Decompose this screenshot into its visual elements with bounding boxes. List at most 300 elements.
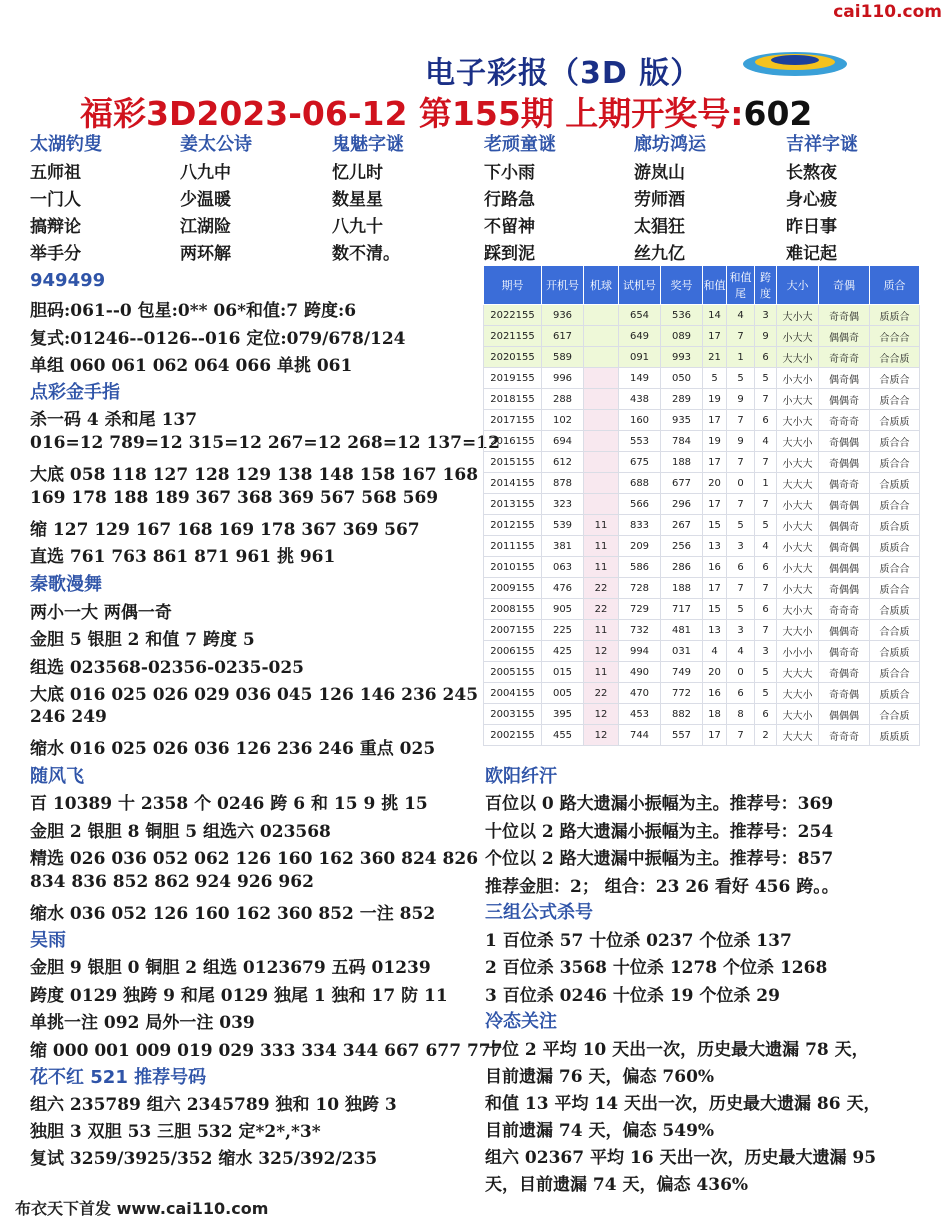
- table-cell: 13: [703, 536, 727, 557]
- table-cell: 2002155: [484, 725, 542, 746]
- table-cell: 649: [619, 326, 661, 347]
- text-line: 金胆 5 银胆 2 和值 7 跨度 5: [30, 630, 255, 650]
- riddle-cell: 身心疲: [786, 190, 837, 210]
- table-cell: 031: [661, 641, 703, 662]
- table-cell: 553: [619, 431, 661, 452]
- table-cell: 5: [755, 683, 777, 704]
- table-cell: 小小小: [777, 641, 819, 662]
- table-row: [484, 536, 920, 557]
- table-header-row: [484, 266, 920, 305]
- table-cell: 小大大: [777, 536, 819, 557]
- table-cell: 合合质: [870, 704, 920, 725]
- table-cell: [584, 389, 619, 410]
- table-cell: 5: [755, 515, 777, 536]
- table-cell: 奇奇奇: [819, 599, 870, 620]
- text-line: 169 178 188 189 367 368 369 567 568 569: [30, 488, 439, 508]
- section-title-949499: 949499: [30, 270, 106, 291]
- riddle-head: 老顽童谜: [484, 134, 556, 155]
- table-cell: 12: [584, 641, 619, 662]
- table-cell: 偶偶偶: [819, 557, 870, 578]
- table-cell: 偶奇奇: [819, 641, 870, 662]
- table-cell: 4: [703, 641, 727, 662]
- text-line: 组六 235789 组六 2345789 独和 10 独跨 3: [30, 1095, 397, 1115]
- table-cell: 993: [661, 347, 703, 368]
- section-title-wuyu: 吴雨: [30, 930, 66, 951]
- table-cell: 2021155: [484, 326, 542, 347]
- table-cell: 质质合: [870, 305, 920, 326]
- table-cell: 合质质: [870, 641, 920, 662]
- table-cell: 225: [542, 620, 584, 641]
- table-cell: 质合合: [870, 662, 920, 683]
- text-line: 金胆 9 银胆 0 铜胆 2 组选 0123679 五码 01239: [30, 958, 431, 978]
- riddle-cell: 江湖险: [180, 217, 231, 237]
- table-cell: 438: [619, 389, 661, 410]
- table-cell: 17: [703, 494, 727, 515]
- table-cell: 286: [661, 557, 703, 578]
- table-cell: 8: [727, 704, 755, 725]
- text-line: 独胆 3 双胆 53 三胆 532 定*2*,*3*: [30, 1122, 321, 1142]
- table-cell: 6: [755, 599, 777, 620]
- table-cell: 9: [727, 431, 755, 452]
- table-cell: [584, 452, 619, 473]
- table-cell: 1: [727, 347, 755, 368]
- table-cell: 小大大: [777, 389, 819, 410]
- table-cell: 6: [755, 347, 777, 368]
- text-line: 目前遗漏 76 天，偏态 760%: [485, 1067, 715, 1087]
- table-cell: 2018155: [484, 389, 542, 410]
- table-cell: 4: [755, 536, 777, 557]
- table-row: [484, 452, 920, 473]
- table-cell: 7: [727, 725, 755, 746]
- header-cell-size: 大小: [777, 266, 819, 305]
- text-line: 缩水 016 025 026 036 126 236 246 重点 025: [30, 739, 436, 759]
- table-cell: 2009155: [484, 578, 542, 599]
- table-cell: 586: [619, 557, 661, 578]
- table-cell: 质合合: [870, 557, 920, 578]
- table-cell: 7: [755, 389, 777, 410]
- table-cell: 395: [542, 704, 584, 725]
- table-cell: 935: [661, 410, 703, 431]
- table-cell: 2007155: [484, 620, 542, 641]
- table-cell: 质合质: [870, 515, 920, 536]
- table-cell: 19: [703, 431, 727, 452]
- section-title-suifengfei: 随风飞: [30, 766, 84, 787]
- table-body: [484, 305, 920, 746]
- riddle-cell: 忆儿时: [332, 163, 383, 183]
- riddle-cell: 不留神: [484, 217, 535, 237]
- table-cell: 17: [703, 410, 727, 431]
- table-cell: 2010155: [484, 557, 542, 578]
- table-cell: 奇偶偶: [819, 452, 870, 473]
- riddle-head: 太湖钓叟: [30, 134, 102, 155]
- text-line: 胆码:061--0 包星:0** 06*和值:7 跨度:6: [30, 301, 357, 321]
- text-line: 复式:01246--0126--016 定位:079/678/124: [30, 329, 406, 349]
- table-row: [484, 704, 920, 725]
- text-line: 杀一码 4 杀和尾 137: [30, 410, 198, 430]
- table-cell: 质合合: [870, 431, 920, 452]
- table-row: [484, 662, 920, 683]
- table-cell: 7: [727, 494, 755, 515]
- table-cell: 160: [619, 410, 661, 431]
- table-cell: 合质质: [870, 599, 920, 620]
- last-draw-number: 602: [743, 94, 813, 133]
- table-cell: 合合质: [870, 620, 920, 641]
- table-cell: 470: [619, 683, 661, 704]
- table-cell: 偶奇偶: [819, 536, 870, 557]
- header-cell-sum: 和值: [703, 266, 727, 305]
- table-cell: 21: [703, 347, 727, 368]
- table-cell: 2005155: [484, 662, 542, 683]
- riddle-cell: 搞辩论: [30, 217, 81, 237]
- table-cell: 905: [542, 599, 584, 620]
- table-cell: 大大大: [777, 662, 819, 683]
- header-cell-machine: 机球: [584, 266, 619, 305]
- table-cell: 16: [703, 683, 727, 704]
- table-cell: 536: [661, 305, 703, 326]
- table-cell: 566: [619, 494, 661, 515]
- text-line: 单挑一注 092 局外一注 039: [30, 1013, 255, 1033]
- table-cell: [584, 368, 619, 389]
- text-line: 缩 127 129 167 168 169 178 367 369 567: [30, 520, 420, 540]
- table-cell: 合质质: [870, 410, 920, 431]
- table-cell: 7: [727, 410, 755, 431]
- table-cell: 2013155: [484, 494, 542, 515]
- table-cell: 2: [755, 725, 777, 746]
- table-row: [484, 494, 920, 515]
- table-cell: 6: [755, 557, 777, 578]
- text-line: 个位以 2 路大遗漏中振幅为主。推荐号：857: [485, 849, 834, 869]
- table-cell: 188: [661, 452, 703, 473]
- page-header: 电子彩报（3D 版）: [425, 56, 702, 91]
- table-cell: 1: [755, 473, 777, 494]
- text-line: 推荐金胆：2； 组合：23 26 看好 456 跨。。: [485, 877, 839, 897]
- history-table: [483, 265, 920, 746]
- riddle-cell: 劳师酒: [634, 190, 685, 210]
- table-cell: 654: [619, 305, 661, 326]
- table-cell: 11: [584, 536, 619, 557]
- table-cell: [584, 494, 619, 515]
- table-cell: 936: [542, 305, 584, 326]
- table-cell: 奇奇偶: [819, 683, 870, 704]
- table-cell: 7: [755, 494, 777, 515]
- table-cell: 2020155: [484, 347, 542, 368]
- table-cell: 奇奇奇: [819, 347, 870, 368]
- text-line: 金胆 2 银胆 8 铜胆 5 组选六 023568: [30, 822, 331, 842]
- text-line: 目前遗漏 74 天，偏态 549%: [485, 1121, 715, 1141]
- table-cell: 22: [584, 578, 619, 599]
- section-title-huaburhong: 花不红 521 推荐号码: [30, 1067, 207, 1088]
- table-cell: 大大小: [777, 431, 819, 452]
- table-cell: 6: [727, 683, 755, 704]
- riddle-cell: 丝九亿: [634, 244, 685, 264]
- text-line: 1 百位杀 57 十位杀 0237 个位杀 137: [485, 931, 792, 951]
- text-line: 十位以 2 路大遗漏小振幅为主。推荐号：254: [485, 822, 834, 842]
- table-cell: 大大小: [777, 620, 819, 641]
- table-cell: [584, 326, 619, 347]
- table-cell: 256: [661, 536, 703, 557]
- table-cell: 677: [661, 473, 703, 494]
- table-row: [484, 599, 920, 620]
- table-cell: 偶奇偶: [819, 494, 870, 515]
- footer-credit: 布衣天下首发 www.cai110.com: [15, 1199, 269, 1218]
- table-cell: 675: [619, 452, 661, 473]
- table-row: [484, 431, 920, 452]
- table-cell: 质合合: [870, 494, 920, 515]
- table-cell: 22: [584, 599, 619, 620]
- history-table-wrap: [483, 265, 920, 746]
- table-cell: 2012155: [484, 515, 542, 536]
- riddle-cell: 长熬夜: [786, 163, 837, 183]
- table-cell: 9: [727, 389, 755, 410]
- riddle-cell: 行路急: [484, 190, 535, 210]
- table-cell: 149: [619, 368, 661, 389]
- header-cell-test: 试机号: [619, 266, 661, 305]
- table-cell: 3: [727, 620, 755, 641]
- table-cell: 490: [619, 662, 661, 683]
- table-cell: 小大大: [777, 494, 819, 515]
- riddle-cell: 难记起: [786, 244, 837, 264]
- header-cell-sum-tail: 和值尾: [727, 266, 755, 305]
- table-cell: 744: [619, 725, 661, 746]
- table-cell: 17: [703, 452, 727, 473]
- site-brand: cai110.com: [833, 2, 942, 22]
- table-cell: 小大大: [777, 452, 819, 473]
- table-cell: 合质质: [870, 473, 920, 494]
- table-cell: 22: [584, 683, 619, 704]
- table-cell: 4: [755, 431, 777, 452]
- table-cell: 17: [703, 578, 727, 599]
- text-line: 3 百位杀 0246 十位杀 19 个位杀 29: [485, 986, 780, 1006]
- section-title-ouyang: 欧阳纤汗: [485, 766, 557, 787]
- text-line: 百位以 0 路大遗漏小振幅为主。推荐号：369: [485, 794, 834, 814]
- issue-title-text: 福彩3D2023-06-12 第155期 上期开奖号:: [80, 94, 744, 133]
- table-cell: 617: [542, 326, 584, 347]
- table-cell: 2014155: [484, 473, 542, 494]
- table-cell: 大小大: [777, 410, 819, 431]
- table-cell: 17: [703, 326, 727, 347]
- riddle-head: 姜太公诗: [180, 134, 252, 155]
- text-line: 单组 060 061 062 064 066 单挑 061: [30, 356, 353, 376]
- table-cell: 288: [542, 389, 584, 410]
- table-cell: 2011155: [484, 536, 542, 557]
- table-cell: 481: [661, 620, 703, 641]
- section-title-gold-finger: 点彩金手指: [30, 382, 120, 403]
- table-cell: 大大大: [777, 473, 819, 494]
- table-cell: 13: [703, 620, 727, 641]
- table-cell: 557: [661, 725, 703, 746]
- riddle-cell: 八九中: [180, 163, 231, 183]
- table-cell: 20: [703, 662, 727, 683]
- table-row: [484, 641, 920, 662]
- table-cell: 奇偶偶: [819, 578, 870, 599]
- table-cell: 882: [661, 704, 703, 725]
- table-cell: 奇奇偶: [819, 305, 870, 326]
- table-cell: 20: [703, 473, 727, 494]
- section-title-formula-kill: 三组公式杀号: [485, 902, 593, 923]
- table-cell: 偶奇偶: [819, 368, 870, 389]
- table-cell: [584, 305, 619, 326]
- table-cell: 14: [703, 305, 727, 326]
- table-cell: 772: [661, 683, 703, 704]
- riddle-cell: 一门人: [30, 190, 81, 210]
- table-cell: 11: [584, 662, 619, 683]
- table-cell: 2019155: [484, 368, 542, 389]
- header-cell-odd-even: 奇偶: [819, 266, 870, 305]
- table-row: [484, 578, 920, 599]
- table-cell: 296: [661, 494, 703, 515]
- table-cell: 奇奇奇: [819, 410, 870, 431]
- header-cell-prime: 质合: [870, 266, 920, 305]
- text-line: 缩 000 001 009 019 029 333 334 344 667 677 777: [30, 1041, 503, 1061]
- table-cell: 合质合: [870, 368, 920, 389]
- table-cell: [584, 410, 619, 431]
- text-line: 大底 058 118 127 128 129 138 148 158 167 168: [30, 465, 479, 485]
- table-cell: 奇奇奇: [819, 725, 870, 746]
- text-line: 十位 2 平均 10 天出一次，历史最大遗漏 78 天，: [485, 1040, 869, 1060]
- text-line: 组选 023568-02356-0235-025: [30, 658, 305, 678]
- table-cell: 717: [661, 599, 703, 620]
- table-cell: 合合合: [870, 326, 920, 347]
- text-line: 跨度 0129 独跨 9 和尾 0129 独尾 1 独和 17 防 11: [30, 986, 448, 1006]
- table-cell: 7: [755, 452, 777, 473]
- table-cell: 091: [619, 347, 661, 368]
- section-title-cold-focus: 冷态关注: [485, 1011, 557, 1032]
- text-line: 复试 3259/3925/352 缩水 325/392/235: [30, 1149, 378, 1169]
- riddle-head: 吉祥字谜: [786, 134, 858, 155]
- table-cell: 小大大: [777, 557, 819, 578]
- table-cell: 833: [619, 515, 661, 536]
- table-cell: 3: [755, 641, 777, 662]
- riddle-cell: 少温暖: [180, 190, 231, 210]
- table-cell: 3: [727, 536, 755, 557]
- table-cell: 奇偶偶: [819, 431, 870, 452]
- table-row: [484, 557, 920, 578]
- table-cell: 2022155: [484, 305, 542, 326]
- table-cell: [584, 473, 619, 494]
- table-cell: [584, 347, 619, 368]
- table-cell: 11: [584, 620, 619, 641]
- table-cell: 5: [727, 368, 755, 389]
- riddle-cell: 游岚山: [634, 163, 685, 183]
- riddle-cell: 举手分: [30, 244, 81, 264]
- table-cell: 5: [727, 515, 755, 536]
- table-cell: 4: [727, 641, 755, 662]
- table-cell: 偶偶奇: [819, 389, 870, 410]
- text-line: 直选 761 763 861 871 961 挑 961: [30, 547, 336, 567]
- table-cell: 合合质: [870, 347, 920, 368]
- table-cell: 大大小: [777, 347, 819, 368]
- table-cell: 749: [661, 662, 703, 683]
- table-cell: 2017155: [484, 410, 542, 431]
- table-cell: 2016155: [484, 431, 542, 452]
- text-line: 246 249: [30, 707, 107, 727]
- table-cell: 878: [542, 473, 584, 494]
- table-cell: 5: [703, 368, 727, 389]
- riddle-cell: 两环解: [180, 244, 231, 264]
- table-row: [484, 410, 920, 431]
- table-cell: 5: [755, 662, 777, 683]
- table-cell: 209: [619, 536, 661, 557]
- table-cell: 小大大: [777, 326, 819, 347]
- table-cell: 6: [727, 557, 755, 578]
- table-cell: 偶偶奇: [819, 326, 870, 347]
- table-cell: 0: [727, 662, 755, 683]
- table-row: [484, 347, 920, 368]
- table-cell: 0: [727, 473, 755, 494]
- table-cell: 9: [755, 326, 777, 347]
- header-cell-span: 跨度: [755, 266, 777, 305]
- table-cell: 688: [619, 473, 661, 494]
- table-cell: 12: [584, 704, 619, 725]
- table-cell: 奇偶奇: [819, 662, 870, 683]
- issue-title: [80, 88, 812, 135]
- header-cell-open: 开机号: [542, 266, 584, 305]
- table-cell: 453: [619, 704, 661, 725]
- table-cell: 6: [755, 410, 777, 431]
- table-cell: 大大小: [777, 683, 819, 704]
- table-cell: 质合合: [870, 389, 920, 410]
- table-cell: 小大小: [777, 368, 819, 389]
- table-cell: 4: [727, 305, 755, 326]
- table-cell: 大大大: [777, 725, 819, 746]
- table-cell: 大小大: [777, 599, 819, 620]
- table-cell: 2004155: [484, 683, 542, 704]
- table-cell: 102: [542, 410, 584, 431]
- table-cell: 质质质: [870, 725, 920, 746]
- text-line: 天，目前遗漏 74 天，偏态 436%: [485, 1175, 749, 1195]
- table-cell: 381: [542, 536, 584, 557]
- riddle-cell: 八九十: [332, 217, 383, 237]
- table-cell: 7: [755, 578, 777, 599]
- riddle-cell: 下小雨: [484, 163, 535, 183]
- table-row: [484, 305, 920, 326]
- text-line: 缩水 036 052 126 160 162 360 852 一注 852: [30, 904, 436, 924]
- table-row: [484, 389, 920, 410]
- table-cell: 大小大: [777, 305, 819, 326]
- header-cell-prize: 奖号: [661, 266, 703, 305]
- table-cell: 005: [542, 683, 584, 704]
- riddle-grid: [30, 130, 938, 266]
- table-cell: 大大小: [777, 704, 819, 725]
- table-cell: 小大大: [777, 578, 819, 599]
- table-cell: 15: [703, 515, 727, 536]
- table-cell: 323: [542, 494, 584, 515]
- table-cell: 063: [542, 557, 584, 578]
- riddle-head: 鬼魅字谜: [332, 134, 404, 155]
- text-line: 两小一大 两偶一奇: [30, 603, 172, 623]
- table-row: [484, 725, 920, 746]
- table-cell: 偶奇奇: [819, 473, 870, 494]
- table-cell: 050: [661, 368, 703, 389]
- table-cell: 3: [755, 305, 777, 326]
- table-cell: 17: [703, 725, 727, 746]
- text-line: 和值 13 平均 14 天出一次，历史最大遗漏 86 天，: [485, 1094, 881, 1114]
- header-cell-issue: 期号: [484, 266, 542, 305]
- text-line: 精选 026 036 052 062 126 160 162 360 824 826: [30, 849, 479, 869]
- table-cell: 7: [727, 578, 755, 599]
- text-line: 834 836 852 862 924 926 962: [30, 872, 314, 892]
- table-cell: 11: [584, 557, 619, 578]
- table-cell: 539: [542, 515, 584, 536]
- table-cell: 6: [755, 704, 777, 725]
- table-cell: 偶偶偶: [819, 704, 870, 725]
- table-cell: 267: [661, 515, 703, 536]
- table-cell: 质合合: [870, 578, 920, 599]
- table-cell: 质质合: [870, 536, 920, 557]
- table-row: [484, 368, 920, 389]
- table-cell: 7: [727, 326, 755, 347]
- table-cell: 7: [755, 620, 777, 641]
